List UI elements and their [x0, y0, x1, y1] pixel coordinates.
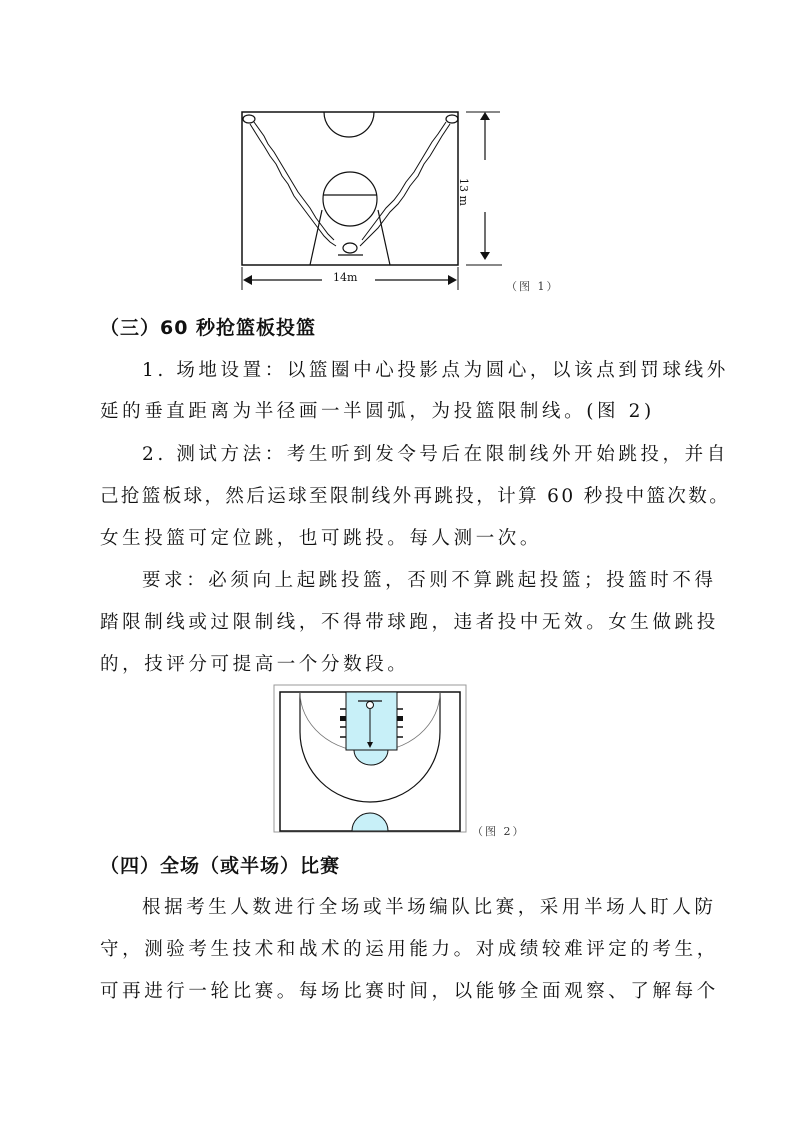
requirement-line-2: 踏限制线或过限制线，不得带球跑，违者投中无效。女生做跳投	[100, 612, 719, 633]
section-4-heading: （四）全场（或半场）比赛	[100, 855, 341, 877]
section-4-line-1: 根据考生人数进行全场或半场编队比赛，采用半场人盯人防	[142, 897, 717, 918]
section-4-line-2: 守，测验考生技术和战术的运用能力。对成绩较难评定的考生，	[100, 939, 719, 960]
figure-1-caption: （图 1）	[506, 280, 560, 293]
item-2-line-2: 己抢篮板球，然后运球至限制线外再跳投，计算 60 秒投中篮次数。	[100, 486, 731, 507]
section-4-line-3: 可再进行一轮比赛。每场比赛时间，以能够全面观察、了解每个	[100, 981, 719, 1002]
item-2-line-1: 2. 测试方法：考生听到发令号后在限制线外开始跳投，并自	[142, 444, 729, 465]
requirement-line-1: 要求：必须向上起跳投篮，否则不算跳起投篮；投篮时不得	[142, 570, 717, 591]
figure-1-width-label: 14m	[333, 271, 358, 284]
item-1-line-1: 1. 场地设置：以篮圈中心投影点为圆心，以该点到罚球线外	[142, 360, 729, 381]
figure-1-height-label: 13 m	[457, 178, 470, 206]
figure-2-half-court-diagram	[270, 684, 470, 834]
requirement-line-3: 的，技评分可提高一个分数段。	[100, 654, 410, 675]
figure-2-caption: （图 2）	[472, 825, 526, 838]
item-1-line-2: 延的垂直距离为半径画一半圆弧，为投篮限制线。(图 2)	[100, 401, 655, 422]
figure-1-court-diagram	[230, 100, 530, 290]
item-2-line-3: 女生投篮可定位跳，也可跳投。每人测一次。	[100, 528, 543, 549]
section-3-heading: （三）60 秒抢篮板投篮	[100, 317, 317, 339]
